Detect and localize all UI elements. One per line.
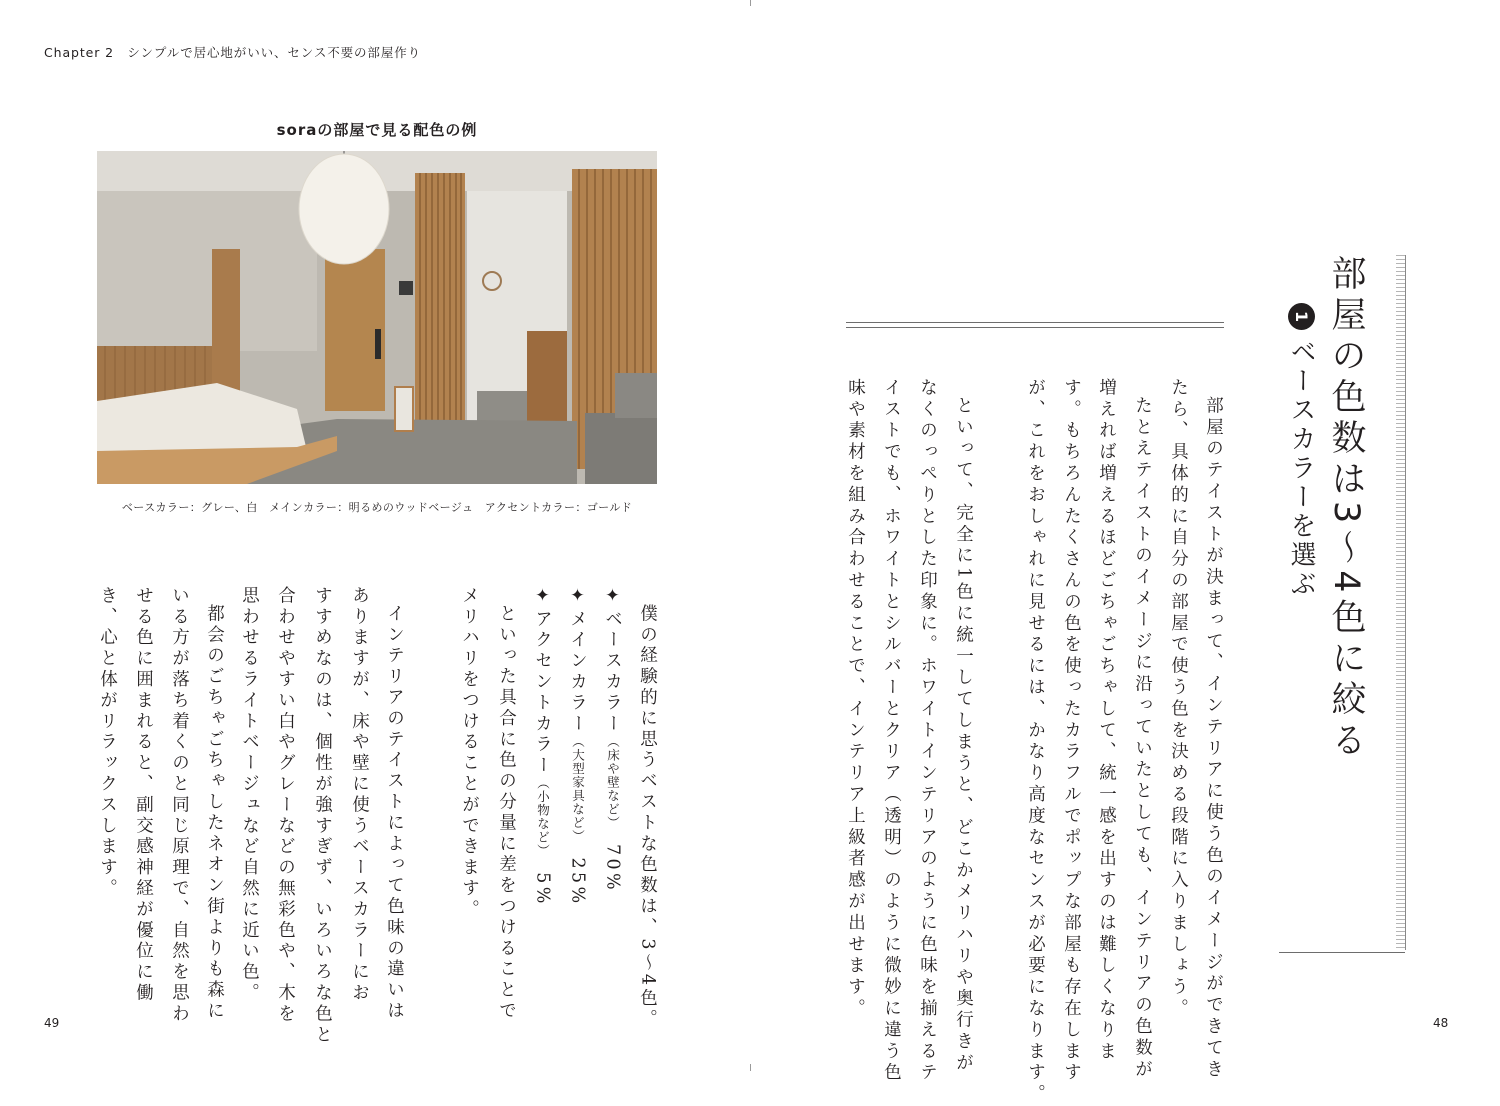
left-col-5: 思わせるライトベージュなど自然に近い色。: [239, 586, 260, 1004]
subtitle-text: ベースカラーを選ぶ: [1286, 338, 1316, 599]
ratio-note: （床や壁など）: [605, 734, 621, 824]
number-badge: 1: [1288, 303, 1315, 330]
right-col-5: す。もちろんたくさんの色を使ったカラフルでポップな部屋も存在します: [1061, 378, 1082, 1085]
left-col-3: すすめなのは、個性が強すぎず、いろいろな色と: [312, 586, 333, 1046]
ratio-percent: 5%: [532, 872, 553, 907]
ruler-edge: [1405, 255, 1406, 950]
ratio-note: （小物など）: [535, 776, 551, 852]
right-col-2: たら、具体的に自分の部屋で使う色を決める段階に入りましょう。: [1168, 378, 1189, 1020]
divider-rule-bottom: [846, 327, 1224, 328]
left-col-6: 都会のごちゃごちゃしたネオン街よりも森に: [204, 604, 225, 1022]
left-col-4: 合わせやすい白やグレーなどの無彩色や、木を: [275, 586, 296, 1025]
ratio-note: （大型家具など）: [570, 734, 586, 837]
left-intro: 僕の経験的に思うベストな色数は、3〜4色。: [637, 604, 658, 1031]
photo-title: soraの部屋で見る配色の例: [276, 121, 478, 139]
crop-mark-bottom: [750, 1064, 751, 1071]
ratio-name: アクセントカラー: [532, 609, 553, 777]
crop-mark-top: [750, 0, 751, 6]
right-col-7: といって、完全に1色に統一してしまうと、どこかメリハリや奥行きが: [953, 396, 974, 1075]
right-col-3: たとえテイストのイメージに沿っていたとしても、インテリアの色数が: [1132, 396, 1153, 1081]
right-col-9: イストでも、ホワイトとシルバーとクリア（透明）のように微妙に違う色: [881, 378, 902, 1085]
left-after-list-1: といった具合に色の分量に差をつけることで: [496, 604, 517, 1022]
left-col-9: き、心と体がリラックスします。: [97, 586, 118, 900]
section-subtitle: [1288, 303, 1315, 599]
left-col-8: せる色に囲まれると、副交感神経が優位に働: [133, 586, 154, 1004]
right-col-4: 増えれば増えるほどごちゃごちゃして、統一感を出すのは難しくなりま: [1096, 378, 1117, 1063]
photo-caption: ベースカラー：グレー、白 メインカラー：明るめのウッドベージュ アクセントカラー：ゴールド: [121, 501, 633, 514]
decorative-ruler: [1396, 255, 1405, 950]
left-col-7: いる方が落ち着くのと同じ原理で、自然を思わ: [169, 586, 190, 1025]
bullet-star-icon: ✦: [602, 586, 623, 610]
right-col-8: なくのっぺりとした印象に。ホワイトインテリアのように色味を揃えるテ: [917, 378, 938, 1085]
ratio-item-base: [603, 586, 621, 893]
bullet-star-icon: ✦: [532, 586, 553, 610]
ratio-name: ベースカラー: [602, 609, 623, 735]
running-head: Chapter 2 シンプルで居心地がいい、センス不要の部屋作り: [44, 45, 422, 60]
page-number-right: 48: [1433, 1016, 1449, 1030]
left-col-2: ありますが、床や壁に使うベースカラーにお: [349, 586, 370, 1004]
page-number-left: 49: [44, 1016, 60, 1030]
left-after-list-2: メリハリをつけることができます。: [459, 586, 480, 921]
bedroom-illustration: [97, 151, 657, 484]
title-underline: [1279, 952, 1405, 953]
ratio-item-main: [568, 586, 586, 907]
right-col-10: 味や素材を組み合わせることで、インテリア上級者感が出せます。: [845, 378, 866, 1020]
right-col-1: 部屋のテイストが決まって、インテリアに使う色のイメージができてき: [1203, 396, 1224, 1081]
ratio-item-accent: [533, 586, 551, 907]
room-photo: [97, 151, 657, 484]
right-col-6: が、これをおしゃれに見せるには、かなり高度なセンスが必要になります。: [1025, 378, 1046, 1106]
left-col-1: インテリアのテイストによって色味の違いは: [384, 604, 405, 1022]
ratio-percent: 70%: [602, 843, 623, 894]
ratio-percent: 25%: [567, 857, 588, 907]
section-title: 部屋の色数は3〜4色に絞る: [1326, 255, 1366, 763]
divider-rule-top: [846, 322, 1224, 323]
ratio-name: メインカラー: [567, 609, 588, 735]
bullet-star-icon: ✦: [567, 586, 588, 610]
